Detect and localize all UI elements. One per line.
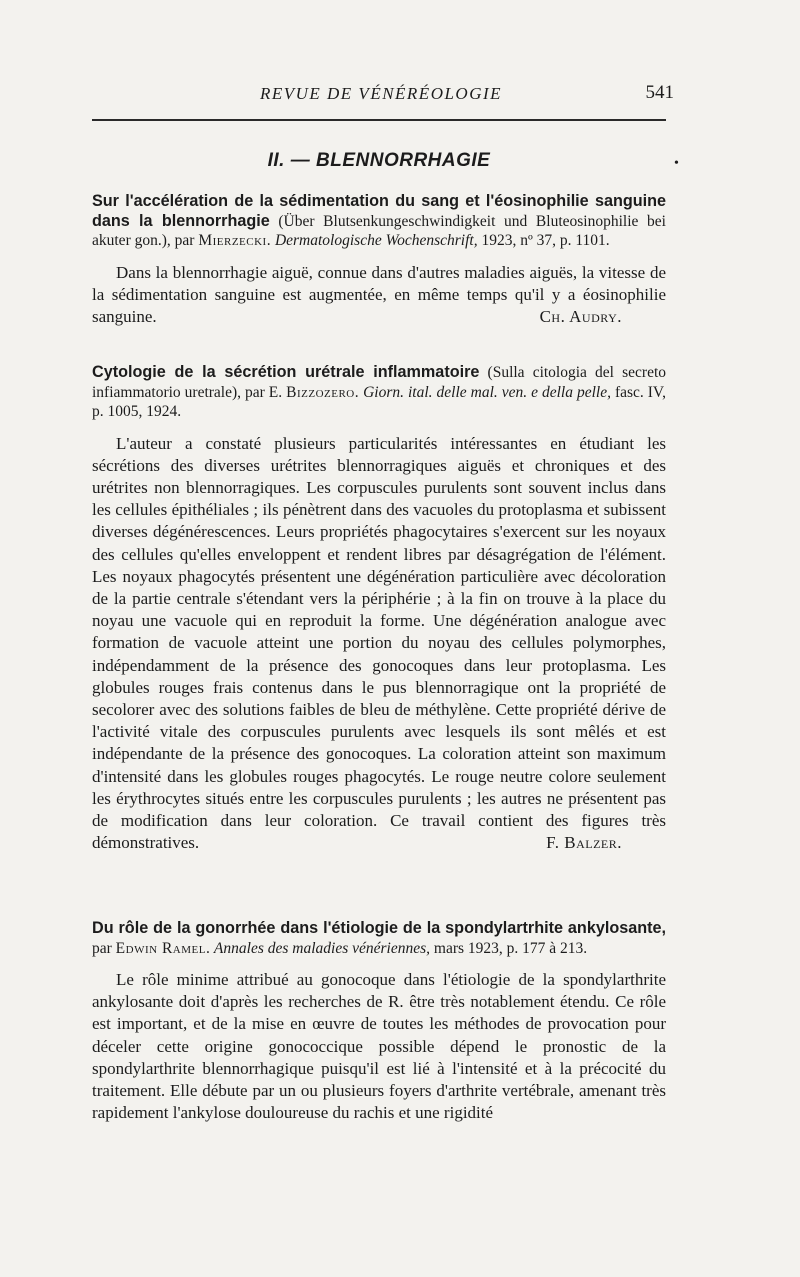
article-body-text: L'auteur a constaté plusieurs particularités intéressantes en étudiant les sécrétions des diverses urétrites blennorragiques aiguës et chroniques et des urétrites non blennorragiques. Les corpuscules purulents sont souvent inclus dans les cellules épithéliales ; ils pénètrent dans des vacuoles du protoplasma et subissent diverses dégénérescences. Leurs propriétés phagocytaires s'exercent sur les noyaux des cellules qu'elles enveloppent et rendent libres par désagrégation de l'élément. Les noyaux phagocytés présentent une dégénération particulière avec décoloration de la partie centrale s'étendant vers la périphérie ; à la fin on trouve à la place du noyau une vacuole qui en reproduit la forme. Une dégénération analogue avec formation de vacuole atteint une portion du noyau des cellules polymorphes, indépendamment de la présence des gonocoques dans leur protoplasma. Les globules rouges frais contenus dans le pus blennorragique ont la propriété de secolorer avec des solutions faibles de bleu de méthylène. Cette propriété dérive de l'activité vitale des corpuscules purulents avec lesquels ils sont mêlés et est indépendante de la présence des gonocoques. La coloration atteint son maximum d'intensité dans les globules rouges phagocytés. Le rouge neutre colore seulement les érythrocytes situés entre les corpuscules purulents ; les autres ne présentent pas de modification dans leur coloration. Ce travail contient des figures très démonstratives. (92, 433, 666, 853)
article-body-text: Le rôle minime attribué au gonocoque dans l'étiologie de la spondylarthrite ankylosante doit d'après les recherches de R. être très notablement étendu. Ce rôle est important, et de la mise en œuvre de toutes les méthodes de provocation pour déceler cette origine gonococcique possible dépend le pronostic de la spondylarthrite blennorrhagique puisqu'il est lié à l'intensité et à la précocité du traitement. Elle débute par un ou plusieurs foyers d'arthrite vertébrale, amenant très rapidement l'ankylose douloureuse du rachis et une rigidité (92, 970, 666, 1123)
author-name: Edwin Ramel. (115, 939, 211, 957)
header-rule (92, 119, 666, 121)
article-body (92, 262, 666, 329)
article-3 (92, 919, 666, 1124)
article-1 (92, 192, 666, 328)
reference-tail: mars 1923, p. 177 à 213. (430, 939, 588, 957)
margin-mark: • (674, 156, 679, 171)
article-reference (92, 363, 666, 422)
running-title: REVUE DE VÉNÉRÉOLOGIE (259, 84, 503, 103)
reference-text: (Sulla citologia del secreto infiammatorio uretrale), par E. (92, 364, 667, 401)
journal-name: Giorn. ital. delle mal. ven. e della pelle, (359, 383, 611, 401)
author-name: Bizzozero. (286, 383, 360, 401)
article-body (92, 969, 666, 1124)
article-body-text: Dans la blennorrhagie aiguë, connue dans d'autres maladies aiguës, la vitesse de la sédimentation sanguine est augmentée, en même temps qu'il y a éosinophilie sanguine. (92, 262, 666, 326)
reviewer-signature: F. Balzer. (546, 833, 622, 853)
reference-text: (Über Blutsenkungeschwindigkeit und Bluteosinophilie bei akuter gon.), par (92, 212, 666, 249)
reference-text: par (92, 939, 116, 957)
running-head (92, 78, 674, 108)
article-body (92, 433, 666, 855)
author-name: Mierzecki. (198, 232, 272, 249)
reviewer-signature: Ch. Audry. (539, 306, 622, 326)
section-title: II. — BLENNORRHAGIE (267, 150, 491, 171)
reference-tail: fasc. IV, p. 1005, 1924. (92, 383, 667, 420)
article-reference (92, 192, 666, 251)
journal-name: Annales des maladies vénériennes, (210, 939, 431, 957)
reference-tail: 1923, nº 37, p. 1101. (477, 232, 610, 249)
article-headline: Cytologie de la sécrétion urétrale inflammatoire (92, 363, 480, 381)
article-2 (92, 363, 666, 854)
article-reference (92, 919, 666, 958)
article-headline: Sur l'accélération de la sédimentation du sang et l'éosinophilie sanguine dans la blennorrhagie (92, 192, 666, 230)
journal-name: Dermatologische Wochenschrift, (271, 232, 478, 249)
page-number: 541 (645, 82, 674, 103)
article-headline: Du rôle de la gonorrhée dans l'étiologie de la spondylartrhite ankylosante, (92, 919, 666, 937)
